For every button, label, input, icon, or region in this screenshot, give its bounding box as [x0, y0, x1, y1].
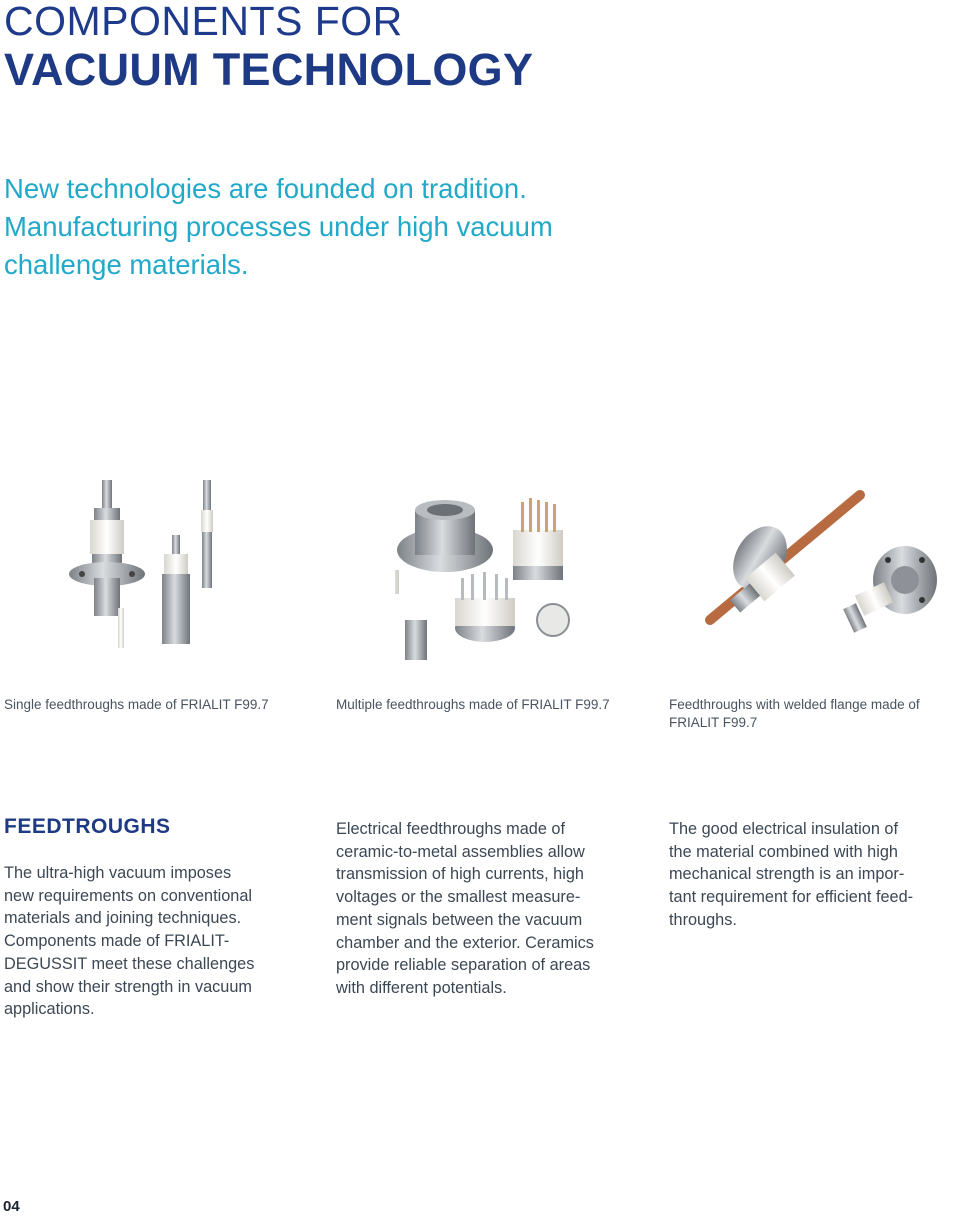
body-line: transmission of high currents, high — [336, 865, 584, 884]
multiple-feedthroughs-photo — [395, 470, 590, 670]
body-line: new requirements on conventional — [4, 886, 252, 905]
caption-line: Multiple feedthroughs made of FRIALIT F99.7 — [336, 697, 610, 712]
caption-multiple-feedthroughs — [336, 696, 656, 714]
body-line: the material combined with high — [669, 842, 898, 861]
body-line: Electrical feedthroughs made of — [336, 820, 565, 838]
page-title-line2: VACUUM TECHNOLOGY — [4, 44, 534, 95]
intro-line: Manufacturing processes under high vacuum — [4, 211, 553, 242]
intro-line: New technologies are founded on tradition. — [4, 173, 527, 204]
page-title-line1: COMPONENTS FOR — [4, 0, 403, 44]
caption-line: Single feedthroughs made of FRIALIT F99.7 — [4, 697, 269, 712]
body-line: The ultra-high vacuum imposes — [4, 864, 232, 882]
body-line: ment signals between the vacuum — [336, 910, 583, 929]
caption-single-feedthroughs — [4, 696, 314, 714]
body-line: The good electrical insulation of — [669, 820, 898, 838]
body-line: materials and joining techniques. — [4, 909, 242, 928]
body-line: with different potentials. — [336, 978, 507, 997]
intro-line: challenge materials. — [4, 249, 249, 280]
body-line: ceramic-to-metal assemblies allow — [336, 842, 585, 861]
page-number: 04 — [3, 1198, 20, 1215]
body-line: and show their strength in vacuum — [4, 977, 252, 996]
body-line: throughs. — [669, 910, 737, 929]
body-line: DEGUSSIT meet these challenges — [4, 954, 255, 973]
single-feedthroughs-photo — [60, 470, 230, 670]
body-line: Components made of FRIALIT- — [4, 932, 230, 951]
body-line: tant requirement for efficient feed- — [669, 888, 914, 907]
body-column-1 — [4, 862, 304, 1021]
body-line: chamber and the exterior. Ceramics — [336, 933, 594, 952]
section-heading: FEEDTROUGHS — [4, 815, 171, 838]
intro-text — [4, 170, 684, 284]
body-line: applications. — [4, 1000, 95, 1019]
body-line: voltages or the smallest measure- — [336, 888, 581, 907]
caption-line: Feedthroughs with welded flange made of — [669, 697, 920, 712]
body-column-2 — [336, 818, 636, 1000]
body-column-3 — [669, 818, 959, 932]
body-line: mechanical strength is an impor- — [669, 865, 905, 884]
welded-flange-feedthroughs-photo — [700, 470, 950, 670]
caption-welded-flange — [669, 696, 959, 732]
body-line: provide reliable separation of areas — [336, 956, 591, 975]
caption-line: FRIALIT F99.7 — [669, 715, 758, 730]
